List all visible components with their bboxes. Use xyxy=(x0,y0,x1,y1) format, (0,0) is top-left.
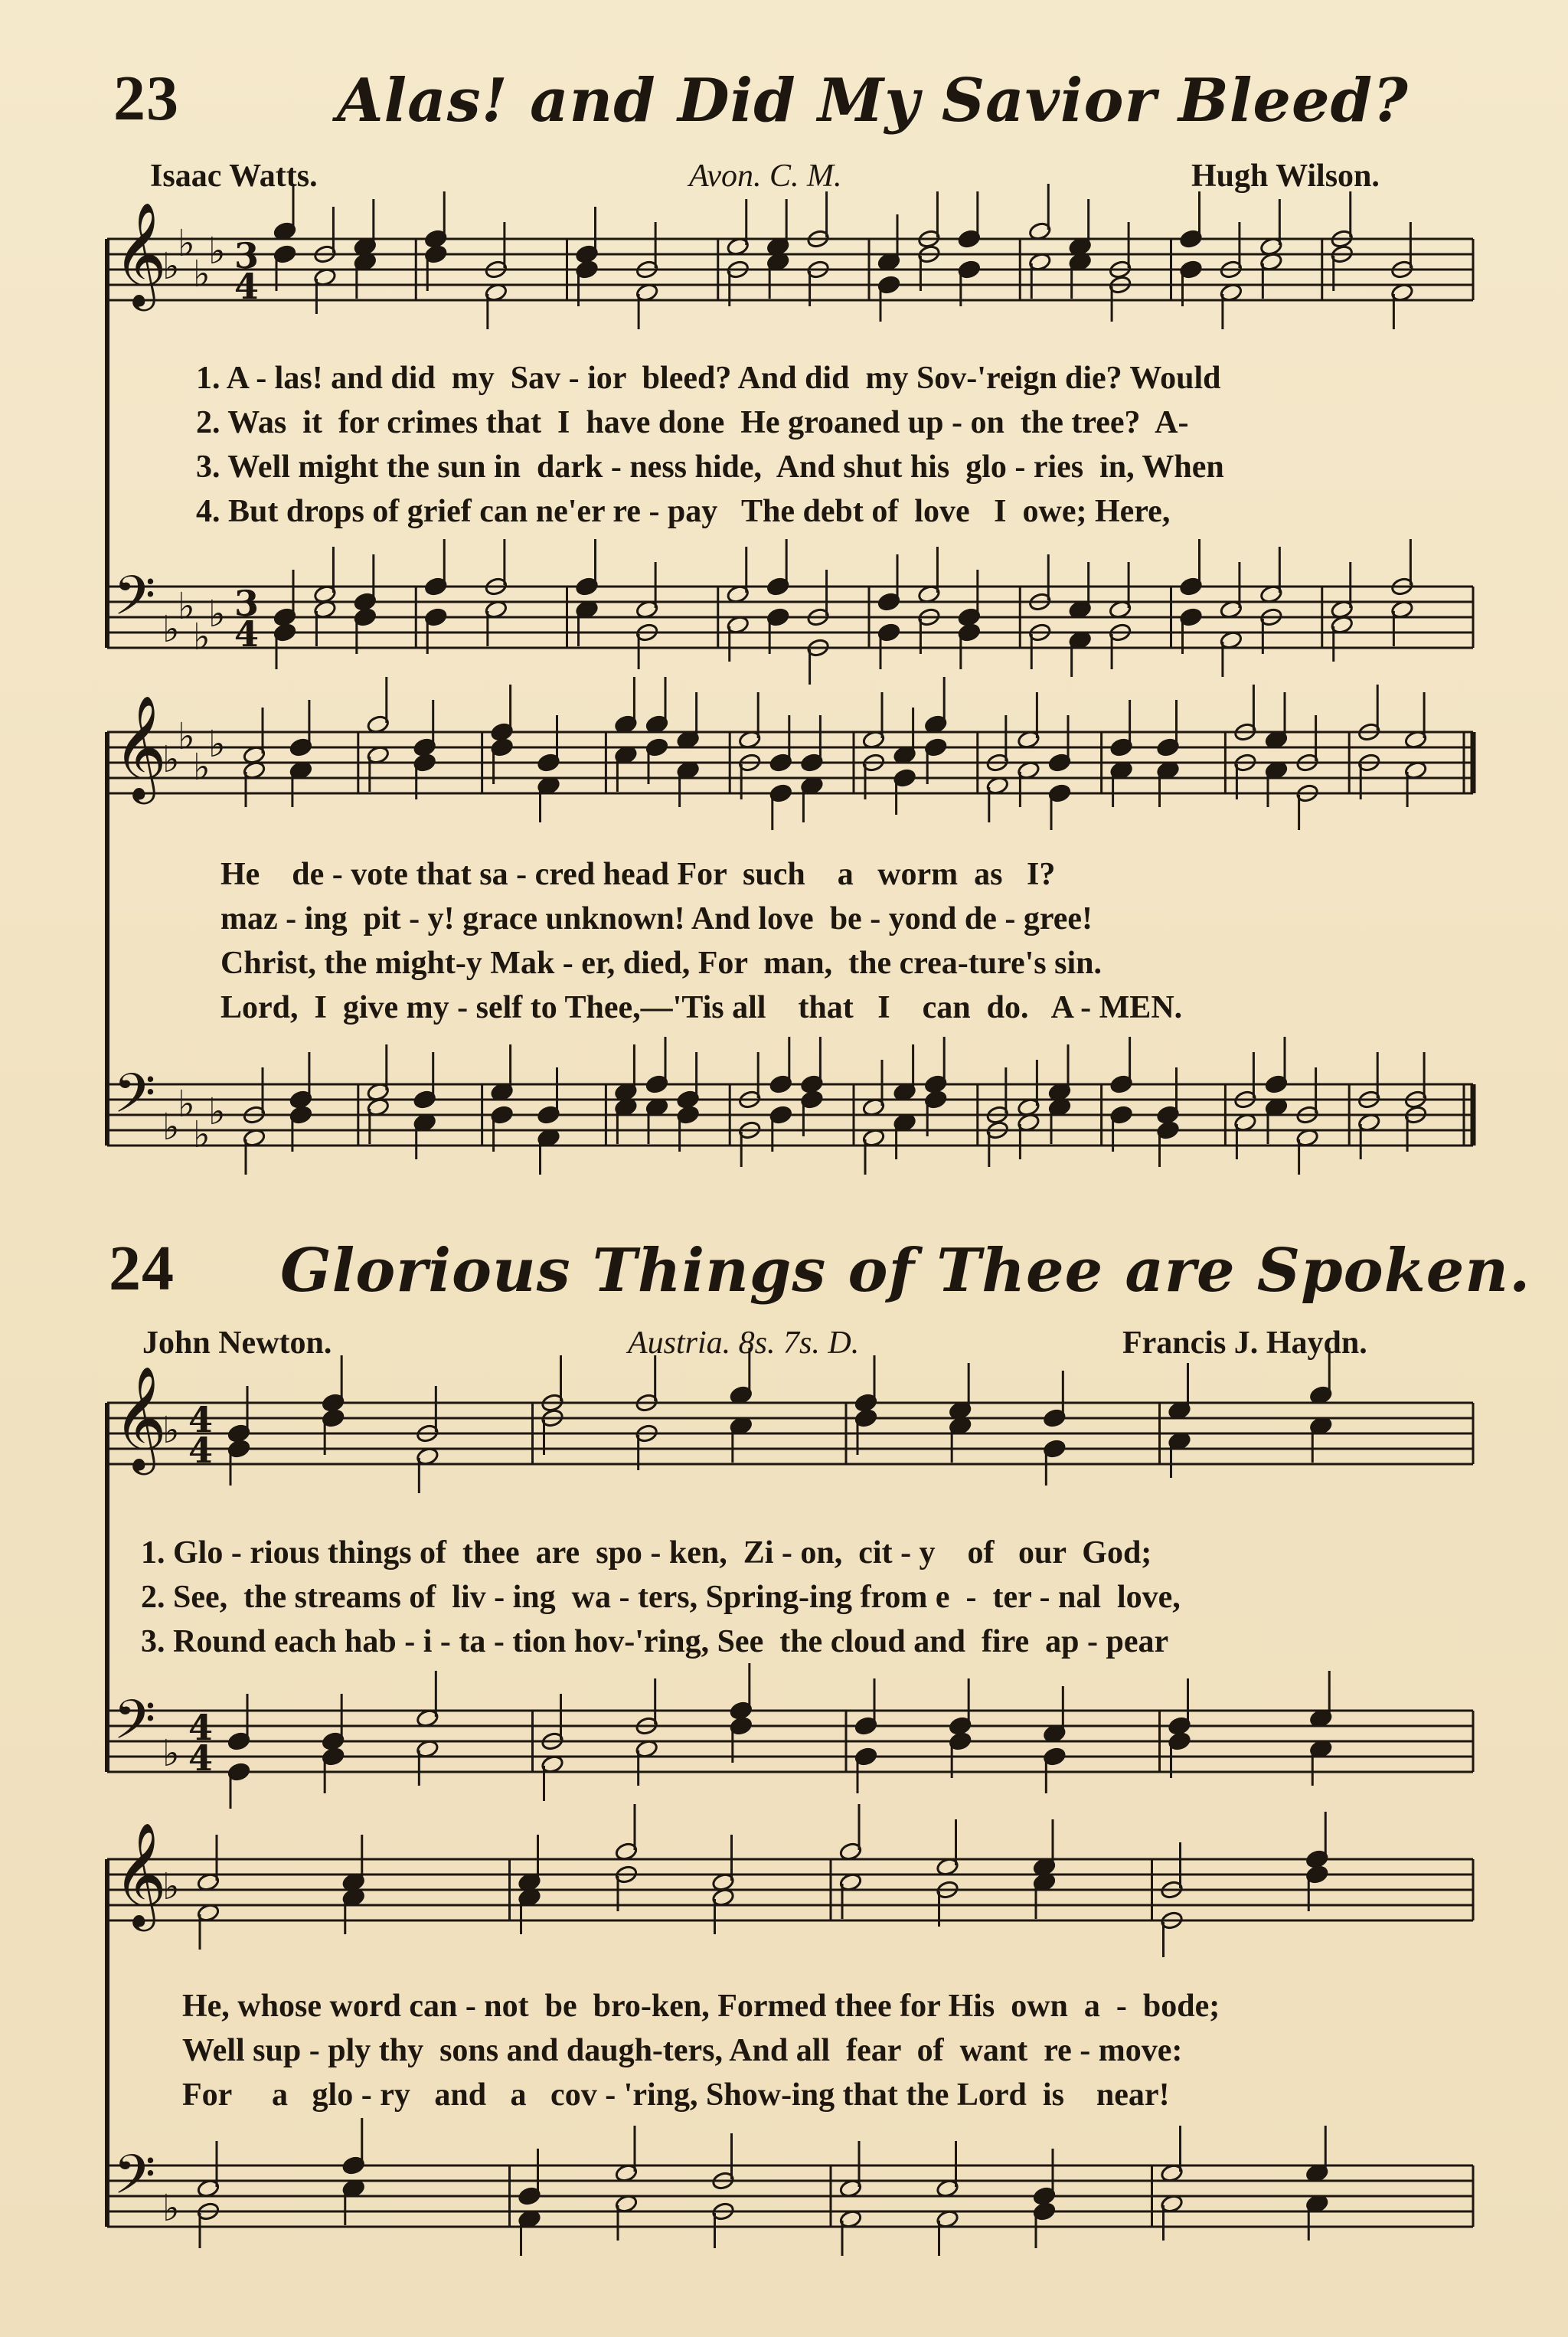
author-credit: John Newton. xyxy=(142,1325,332,1361)
verse-line: 4. But drops of grief can ne'er re - pay The debt of love I owe; Here, xyxy=(196,494,1171,529)
verse-line: 3. Well might the sun in dark - ness hide, And shut his glo - ries in, When xyxy=(196,449,1224,485)
verse-line: 3. Round each hab - i - ta - tion hov-'ring, See the cloud and fire ap - pear xyxy=(141,1624,1169,1659)
bass-clef: 𝄢 xyxy=(113,2143,156,2220)
flat-sign: ♭ xyxy=(193,1113,211,1156)
verse-line: Well sup - ply thy sons and daugh-ters, And all fear of want re - move: xyxy=(182,2033,1183,2068)
flat-sign: ♭ xyxy=(162,608,180,651)
verse-line: He de - vote that sa - cred head For such a worm as I? xyxy=(220,857,1056,892)
time-signature: 4 xyxy=(188,1737,214,1779)
bass-clef: 𝄢 xyxy=(113,1062,156,1139)
verse-line: 2. Was it for crimes that I have done He groaned up - on the tree? A- xyxy=(196,405,1189,440)
time-signature: 4 xyxy=(234,613,260,655)
composer-credit: Francis J. Haydn. xyxy=(1122,1325,1367,1361)
flat-sign: ♭ xyxy=(162,2187,180,2230)
verse-line: 1. Glo - rious things of thee are spo - ken, Zi - on, cit - y of our God; xyxy=(141,1535,1152,1571)
verse-line: 1. A - las! and did my Sav - ior bleed? And did my Sov-'reign die? Would xyxy=(196,361,1221,396)
time-signature: 4 xyxy=(188,1707,214,1748)
flat-sign: ♭ xyxy=(178,222,195,265)
flat-sign: ♭ xyxy=(178,585,195,628)
tune-credit: Avon. C. M. xyxy=(689,159,842,194)
flat-sign: ♭ xyxy=(162,245,180,288)
verse-line: Christ, the might-y Mak - er, died, For man, the crea-ture's sin. xyxy=(220,946,1102,981)
verse-line: Lord, I give my - self to Thee,—'Tis all that I can do. A - MEN. xyxy=(220,990,1183,1025)
author-credit: Isaac Watts. xyxy=(150,159,318,194)
time-signature: 3 xyxy=(234,583,260,624)
flat-sign: ♭ xyxy=(208,723,226,766)
verse-line: maz - ing pit - y! grace unknown! And love be - yond de - gree! xyxy=(220,901,1093,936)
treble-clef: 𝄞 xyxy=(113,694,167,799)
flat-sign: ♭ xyxy=(178,715,195,758)
time-signature: 3 xyxy=(234,235,260,276)
hymn-title: Alas! and Did My Savior Bleed? xyxy=(337,66,1409,136)
composer-credit: Hugh Wilson. xyxy=(1191,159,1380,194)
verse-line: He, whose word can - not be bro-ken, Formed thee for His own a - bode; xyxy=(182,1989,1220,2024)
flat-sign: ♭ xyxy=(162,1409,180,1452)
bass-clef: 𝄢 xyxy=(113,564,156,641)
flat-sign: ♭ xyxy=(162,1865,180,1908)
time-signature: 4 xyxy=(234,266,260,307)
treble-clef: 𝄞 xyxy=(113,1821,167,1927)
treble-clef: 𝄞 xyxy=(113,201,167,306)
flat-sign: ♭ xyxy=(208,1090,226,1133)
flat-sign: ♭ xyxy=(178,1083,195,1126)
hymn-title: Glorious Things of Thee are Spoken. xyxy=(280,1236,1531,1306)
hymn-number: 23 xyxy=(113,63,179,134)
treble-clef: 𝄞 xyxy=(113,1365,167,1470)
flat-sign: ♭ xyxy=(162,1106,180,1149)
tune-credit: Austria. 8s. 7s. D. xyxy=(628,1325,860,1361)
flat-sign: ♭ xyxy=(193,746,211,789)
time-signature: 4 xyxy=(188,1399,214,1440)
verse-line: For a glo - ry and a cov - 'ring, Show-ing that the Lord is near! xyxy=(182,2077,1170,2113)
time-signature: 4 xyxy=(188,1430,214,1471)
flat-sign: ♭ xyxy=(162,1732,180,1775)
flat-sign: ♭ xyxy=(208,593,226,636)
flat-sign: ♭ xyxy=(208,230,226,273)
flat-sign: ♭ xyxy=(162,738,180,781)
hymn-number: 24 xyxy=(109,1233,175,1304)
verse-line: 2. See, the streams of liv - ing wa - ters, Spring-ing from e - ter - nal love, xyxy=(141,1580,1181,1615)
flat-sign: ♭ xyxy=(193,616,211,659)
flat-sign: ♭ xyxy=(193,253,211,296)
bass-clef: 𝄢 xyxy=(113,1688,156,1765)
